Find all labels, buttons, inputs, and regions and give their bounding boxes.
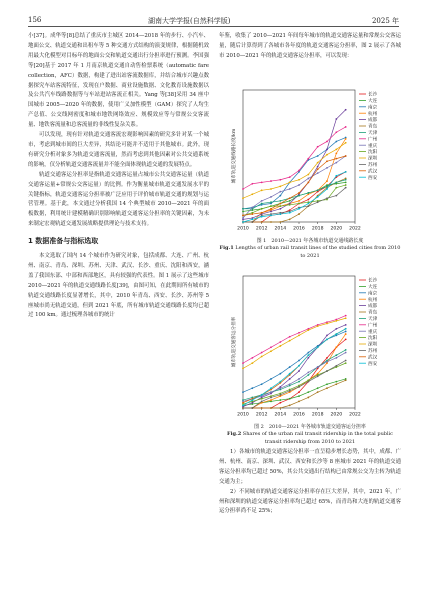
- data-point: [261, 216, 263, 218]
- data-point: [242, 208, 244, 210]
- data-point: [251, 207, 253, 209]
- data-point: [270, 346, 272, 348]
- data-point: [345, 324, 347, 326]
- figure-2-caption-cn: 图 2 2010—2021 年各城市轨道交通客运分担率: [254, 424, 366, 430]
- data-point: [261, 200, 263, 202]
- data-point: [317, 168, 319, 170]
- legend-label: 长沙: [368, 92, 378, 98]
- x-tick-label: 2022: [349, 412, 361, 418]
- x-tick-label: 2022: [349, 226, 361, 232]
- data-point: [326, 180, 328, 182]
- page-number: 156: [28, 16, 42, 24]
- paragraph: 本文选取了国内 14 个城市作为研究对象，包括成都、大连、广州、杭州、南京、青岛、深圳、苏州、天津、武汉、长沙、重庆、沈阳和西安，涵盖了我国东部、中部和西部地区，具有较强的代表性。图 1 展示了这些城市 2010—2021 年的轨道交通线路长度[39]，由图可知，在此期间所有城市的轨道交通线路长度显著增长，其中，2010 年青岛、西安、长沙、苏州等 5 座城市尚无轨道交通，但到 2021 年底，所有城市轨道交通线路长度均已超过 100 km。通过梳理各城市的统计: [28, 253, 209, 319]
- data-point: [298, 192, 300, 194]
- data-point: [307, 374, 309, 376]
- running-header: [28, 14, 399, 27]
- data-point: [270, 215, 272, 217]
- data-point: [242, 407, 244, 409]
- data-point: [270, 221, 272, 223]
- data-point: [307, 329, 309, 331]
- data-point: [270, 211, 272, 213]
- x-tick-label: 2014: [274, 412, 287, 418]
- series-line: [243, 353, 346, 402]
- data-point: [242, 188, 244, 190]
- data-point: [279, 402, 281, 404]
- data-point: [298, 360, 300, 362]
- data-point: [261, 383, 263, 385]
- data-point: [261, 203, 263, 205]
- data-point: [345, 352, 347, 354]
- data-point: [270, 201, 272, 203]
- data-point: [335, 141, 337, 143]
- data-point: [298, 203, 300, 205]
- legend-label: 西安: [368, 175, 378, 181]
- data-point: [335, 328, 337, 330]
- right-column-top: [219, 32, 401, 62]
- paragraph: 1）各城市的轨道交通客运分担率一直呈稳步增长态势，其中，成都、广州、杭州、南京、深圳、武汉、西安和长沙等 8 座城市 2021 年的轨道交通客运分担率均已超过 50%，其公共交通出行结构已由常规公交为主转为轨道交通为主；: [219, 449, 401, 485]
- data-point: [242, 362, 244, 364]
- data-point: [279, 191, 281, 193]
- data-point: [326, 197, 328, 199]
- data-point: [298, 378, 300, 380]
- figure-1-caption-label: Fig.1: [219, 245, 234, 252]
- paragraph: 轨道交通客运分担率是指轨道交通客运量占城市公共交通客运量（轨道交通客运量+常规公交客运量）的比例。作为衡量城市轨道交通发展水平的关键指标，轨道交通客运分担率被广泛应用于评价城市轨道交通的规划与运营管理。基于此，本文通过分析我国 14 个典型城市 2010—2021 年的面板数据，利用统计建模精确识别影响轨道交通客运分担率的关键因素，为未来制定宏观轨道交通发展战略提供理论与技术支持。: [28, 171, 209, 228]
- data-point: [298, 370, 300, 372]
- data-point: [289, 176, 291, 178]
- data-point: [317, 325, 319, 327]
- legend-label: 南京: [368, 291, 378, 297]
- data-point: [261, 182, 263, 184]
- data-point: [251, 221, 253, 223]
- data-point: [326, 323, 328, 325]
- data-point: [326, 167, 328, 169]
- data-point: [289, 373, 291, 375]
- data-point: [298, 335, 300, 337]
- data-point: [345, 182, 347, 184]
- data-point: [279, 203, 281, 205]
- y-axis-label: 城市轨道交通线路长度/km: [232, 128, 237, 184]
- data-point: [270, 350, 272, 352]
- data-point: [326, 370, 328, 372]
- legend-label: 大连: [368, 285, 378, 290]
- data-point: [317, 391, 319, 393]
- legend-label: 成都: [368, 304, 378, 310]
- data-point: [289, 366, 291, 368]
- x-tick-label: 2018: [311, 226, 324, 232]
- data-point: [307, 174, 309, 176]
- data-point: [326, 141, 328, 143]
- data-point: [298, 213, 300, 215]
- data-point: [335, 162, 337, 164]
- data-point: [317, 172, 319, 174]
- data-point: [242, 402, 244, 404]
- publication-year: 2025 年: [371, 17, 399, 25]
- figure-1-caption-en: [219, 245, 401, 260]
- data-point: [270, 196, 272, 198]
- data-point: [317, 166, 319, 168]
- data-point: [335, 182, 337, 184]
- right-column-bottom: [219, 448, 401, 517]
- data-point: [279, 341, 281, 343]
- data-point: [279, 394, 281, 396]
- data-point: [317, 375, 319, 377]
- data-point: [335, 381, 337, 383]
- data-point: [335, 195, 337, 197]
- data-point: [279, 213, 281, 215]
- legend-label: 武汉: [368, 169, 378, 175]
- data-point: [270, 399, 272, 401]
- x-tick-label: 2020: [330, 226, 343, 232]
- paragraph: 年鉴，收集了 2010—2021 年间每年城市的轨道交通客运量和常规公交客运量，随后计算得到了各城市各年度的轨道交通客运分担率，图 2 展示了各城市 2010—2021 年的轨道交通客运分担率，可以发现：: [219, 33, 401, 59]
- data-point: [289, 182, 291, 184]
- data-point: [335, 346, 337, 348]
- left-column: [28, 32, 209, 321]
- figure-1: [219, 80, 401, 260]
- data-point: [345, 317, 347, 319]
- data-point: [251, 357, 253, 359]
- figure-1-chart: [219, 80, 401, 238]
- data-point: [335, 354, 337, 356]
- x-tick-label: 2018: [311, 412, 324, 418]
- data-point: [279, 399, 281, 401]
- data-point: [326, 185, 328, 187]
- data-point: [307, 199, 309, 201]
- data-point: [261, 407, 263, 409]
- figure-2-caption-text: Shares of the urban rail transit ridership in the total public transit ridership from 2010 to 2021: [242, 431, 393, 445]
- data-point: [251, 213, 253, 215]
- figure-2-caption-label: Fig.2: [227, 431, 242, 438]
- data-point: [289, 383, 291, 385]
- figure-1-caption-cn: 图 1 2010—2021 年各城市轨道交通线路长度: [256, 238, 364, 244]
- legend-label: 武汉: [368, 355, 378, 361]
- data-point: [270, 205, 272, 207]
- legend-label: 青岛: [368, 124, 378, 130]
- data-point: [289, 197, 291, 199]
- data-point: [326, 361, 328, 363]
- data-point: [345, 349, 347, 351]
- paragraph: 可以发现，现有针对轨道交通客流宏观影响因素的研究多针对某一个城市，考虑到城市间的巨大差异，其结论可能并不适用于其他城市。此外，现有研究分析对象多为轨道交通客流量，然而考虑到其他因素对公共交通系统的影响，仅分析轨道交通客流量并不能全面体现轨道交通的发展特点。: [28, 132, 209, 168]
- data-point: [335, 118, 337, 120]
- data-point: [279, 205, 281, 207]
- data-point: [326, 383, 328, 385]
- data-point: [279, 208, 281, 210]
- series-line: [243, 156, 346, 218]
- data-point: [279, 345, 281, 347]
- data-point: [307, 178, 309, 180]
- data-point: [298, 391, 300, 393]
- data-point: [242, 197, 244, 199]
- paragraph: 小[37]。成华等[8]总结了重庆市主城区 2014—2018 年的步行、小汽车、地面公交、轨道交通和出租车等 5 种交通方式结构的演变规律，根据随机效用最大化模型对目标年的地面公交和轨道交通出行分担率进行预测。李国强等[20]基于 2017 年 1 月南京轨道交通自动售检票系统（automatic fare collection，AFC）数据，构建了进出站客流数据库，并结合城市兴趣点数据探究车站客流特征，发现在户数据、商业设施数据、文化教育设施数据以及公共汽车线路数据等与车站进站客流正相关。Yang 等[38]采用 34 座中国城市 2005—2020 年的数据，使用广义加性模型（GAM）探究了人均生产总值、公交线网密度和城市地铁网络效应、规模效应等与常规公交客流量、地铁客流量和总客流量的非线性复杂关系。: [28, 33, 209, 129]
- data-point: [289, 336, 291, 338]
- data-point: [345, 362, 347, 364]
- figure-2-chart: [219, 266, 401, 424]
- data-point: [298, 195, 300, 197]
- data-point: [279, 185, 281, 187]
- data-point: [270, 391, 272, 393]
- legend-label: 沈阳: [368, 150, 378, 156]
- plot-frame: [243, 276, 355, 408]
- data-point: [251, 387, 253, 389]
- data-point: [326, 338, 328, 340]
- data-point: [307, 182, 309, 184]
- data-point: [261, 212, 263, 214]
- data-point: [345, 138, 347, 140]
- x-tick-label: 2016: [293, 226, 305, 232]
- data-point: [298, 170, 300, 172]
- series-line: [243, 318, 346, 368]
- data-point: [345, 331, 347, 333]
- data-point: [307, 158, 309, 160]
- legend-label: 天津: [368, 131, 378, 136]
- data-point: [307, 354, 309, 356]
- data-point: [345, 360, 347, 362]
- data-point: [298, 395, 300, 397]
- data-point: [317, 196, 319, 198]
- data-point: [242, 221, 244, 223]
- data-point: [298, 184, 300, 186]
- data-point: [326, 154, 328, 156]
- data-point: [261, 208, 263, 210]
- series-line: [243, 379, 346, 405]
- data-point: [317, 346, 319, 348]
- data-point: [298, 332, 300, 334]
- data-point: [326, 357, 328, 359]
- data-point: [251, 183, 253, 185]
- data-point: [289, 390, 291, 392]
- data-point: [242, 211, 244, 213]
- data-point: [335, 357, 337, 359]
- data-point: [270, 188, 272, 190]
- legend-label: 广州: [368, 323, 378, 329]
- data-point: [261, 356, 263, 358]
- x-tick-label: 2014: [274, 226, 287, 232]
- data-point: [335, 187, 337, 189]
- legend-label: 沈阳: [368, 336, 378, 342]
- data-point: [335, 383, 337, 385]
- data-point: [345, 126, 347, 128]
- data-point: [335, 365, 337, 367]
- data-point: [279, 381, 281, 383]
- data-point: [345, 333, 347, 335]
- data-point: [298, 208, 300, 210]
- data-point: [345, 179, 347, 181]
- data-point: [270, 407, 272, 409]
- data-point: [317, 366, 319, 368]
- data-point: [326, 160, 328, 162]
- data-point: [261, 401, 263, 403]
- series-line: [243, 329, 346, 406]
- data-point: [279, 407, 281, 409]
- data-point: [261, 352, 263, 354]
- section-heading: 1 数据准备与指标选取: [28, 237, 99, 246]
- data-point: [279, 387, 281, 389]
- data-point: [345, 379, 347, 381]
- legend-label: 青岛: [368, 310, 378, 316]
- legend-label: 长沙: [368, 278, 378, 284]
- data-point: [251, 362, 253, 364]
- data-point: [242, 215, 244, 217]
- data-point: [317, 162, 319, 164]
- data-point: [298, 200, 300, 202]
- figure-2: [219, 266, 401, 446]
- legend-label: 重庆: [368, 143, 378, 149]
- data-point: [289, 404, 291, 406]
- data-point: [345, 315, 347, 317]
- data-point: [298, 386, 300, 388]
- journal-title: 湖南大学学报(自然科学版): [148, 17, 231, 25]
- data-point: [242, 217, 244, 219]
- data-point: [345, 171, 347, 173]
- data-point: [298, 365, 300, 367]
- paragraph: 2）不同城市的轨道交通客运分担率存在巨大差异，其中，2021 年，广州和深圳的轨道交通客运分担率均已超过 65%，而青岛和大连的轨道交通客运分担率尚不足 25%；: [219, 488, 401, 515]
- data-point: [270, 180, 272, 182]
- series-line: [243, 360, 346, 408]
- data-point: [307, 203, 309, 205]
- data-point: [279, 195, 281, 197]
- data-point: [261, 398, 263, 400]
- data-point: [326, 387, 328, 389]
- data-point: [345, 328, 347, 330]
- data-point: [279, 179, 281, 181]
- data-point: [335, 320, 337, 322]
- data-point: [307, 205, 309, 207]
- data-point: [289, 398, 291, 400]
- data-point: [307, 352, 309, 354]
- data-point: [270, 387, 272, 389]
- figure-2-caption-en: [219, 431, 401, 446]
- legend-label: 西安: [368, 361, 378, 367]
- legend-label: 天津: [368, 317, 378, 322]
- data-point: [307, 397, 309, 399]
- data-point: [261, 394, 263, 396]
- data-point: [279, 221, 281, 223]
- legend-label: 苏州: [368, 349, 378, 354]
- data-point: [251, 193, 253, 195]
- data-point: [335, 158, 337, 160]
- series-line: [243, 127, 346, 189]
- data-point: [326, 188, 328, 190]
- data-point: [317, 387, 319, 389]
- y-axis-label: 城市轨道交通客运分担率: [232, 316, 237, 368]
- data-point: [317, 146, 319, 148]
- series-line: [243, 329, 346, 403]
- data-point: [289, 188, 291, 190]
- data-point: [345, 184, 347, 186]
- data-point: [335, 131, 337, 133]
- data-point: [307, 357, 309, 359]
- data-point: [345, 142, 347, 144]
- data-point: [251, 407, 253, 409]
- data-point: [242, 368, 244, 370]
- data-point: [242, 391, 244, 393]
- data-point: [345, 155, 347, 157]
- data-point: [289, 200, 291, 202]
- data-point: [298, 179, 300, 181]
- legend-label: 成都: [368, 118, 378, 124]
- data-point: [307, 371, 309, 373]
- legend-label: 深圳: [368, 156, 378, 162]
- legend-label: 苏州: [368, 163, 378, 168]
- data-point: [335, 149, 337, 151]
- figure-1-caption-text: Lengths of urban rail transit lines of the studied cities from 2010 to 2021: [235, 245, 401, 259]
- data-point: [270, 378, 272, 380]
- data-point: [335, 152, 337, 154]
- legend-label: 大连: [368, 99, 378, 104]
- data-point: [326, 335, 328, 337]
- data-point: [345, 109, 347, 111]
- data-point: [335, 333, 337, 335]
- data-point: [345, 187, 347, 189]
- data-point: [289, 212, 291, 214]
- data-point: [251, 218, 253, 220]
- data-point: [289, 218, 291, 220]
- data-point: [251, 399, 253, 401]
- x-tick-label: 2012: [255, 412, 268, 418]
- legend-label: 杭州: [368, 297, 378, 303]
- data-point: [335, 175, 337, 177]
- data-point: [261, 221, 263, 223]
- x-tick-label: 2010: [237, 226, 249, 232]
- data-point: [261, 189, 263, 191]
- data-point: [289, 204, 291, 206]
- data-point: [307, 391, 309, 393]
- data-point: [307, 381, 309, 383]
- data-point: [270, 397, 272, 399]
- data-point: [279, 373, 281, 375]
- data-point: [242, 404, 244, 406]
- data-point: [345, 338, 347, 340]
- data-point: [298, 401, 300, 403]
- data-point: [317, 155, 319, 157]
- data-point: [317, 201, 319, 203]
- legend-label: 广州: [368, 137, 378, 143]
- x-tick-label: 2012: [255, 226, 268, 232]
- data-point: [289, 340, 291, 342]
- legend-label: 深圳: [368, 342, 378, 348]
- data-point: [298, 381, 300, 383]
- legend-label: 重庆: [368, 329, 378, 335]
- legend-label: 杭州: [368, 111, 378, 117]
- data-point: [326, 149, 328, 151]
- data-point: [307, 192, 309, 194]
- x-tick-label: 2020: [330, 412, 343, 418]
- legend-label: 南京: [368, 105, 378, 111]
- data-point: [270, 208, 272, 210]
- data-point: [317, 189, 319, 191]
- data-point: [279, 200, 281, 202]
- x-tick-label: 2010: [237, 412, 249, 418]
- data-point: [289, 378, 291, 380]
- x-tick-label: 2016: [293, 412, 305, 418]
